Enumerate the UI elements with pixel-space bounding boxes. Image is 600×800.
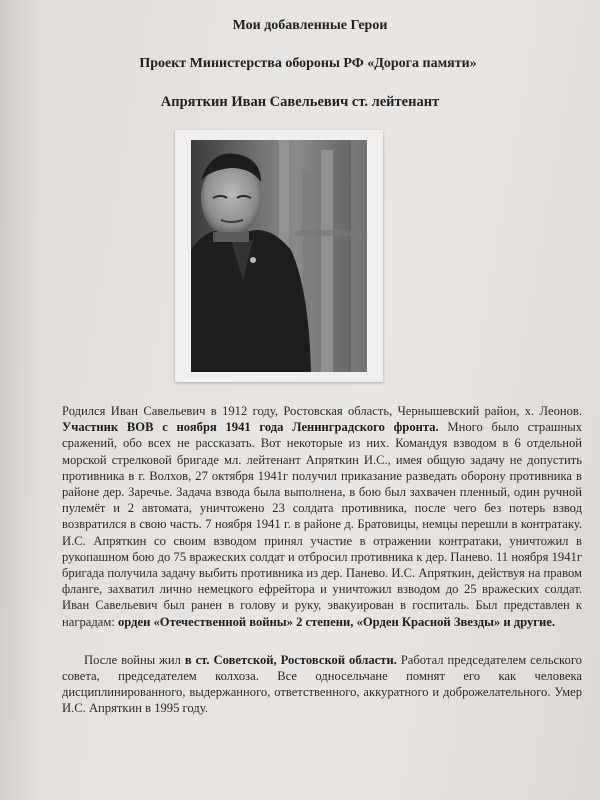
bio-bold-place: в ст. Советской, Ростовской области.: [184, 652, 397, 667]
biography-paragraph-2: [62, 652, 582, 717]
bio-text: Родился Иван Савельевич в 1912 году, Ростовская область, Чернышевский район, х. Леонов.: [62, 404, 582, 418]
bio-text: После войны жил: [84, 652, 185, 667]
bio-text: Много было страшных сражений, обо всех не рассказать. Вот некоторые из них. Командуя взводом в 6 отдельной морской стрелковой бригаде мл. лейтенант Апряткин И.С., имея общую задачу не допустить противника в г. Волхов, 27 октября 1941г получил приказание разведать оборону противника в районе дер. Заречье. Задача взвода была выполнена, в бою был захвачен пленный, один ручной пулемёт и 2 автомата, уничтожено 23 солдата противника, после чего без потерь взвод возвратился в свою часть. 7 ноября 1941 г. в районе д. Братовицы, немцы перешли в контратаку. И.С. Апряткин со своим взводом принял участие в отражении контратаки, уничтожил в рукопашном бою до 75 вражеских солдат и отбросил противника к дер. Панево. 11 ноября 1941г бригада получила задачу выбить противника из дер. Панево. И.С. Апряткин, действуя на правом фланге, захватил лично немецкого ефрейтора и уничтожил взводом до 25 вражеских солдат. Иван Савельевич был ранен в голову и руку, эвакуирован в госпиталь. Был представлен к наградам:: [62, 420, 582, 629]
bio-text: Работал председателем сельского совета, председателем колхоза. Все односельчане помнят его как человека дисциплинированного, выдержанного, ответственного, аккуратного и доброжелательного. Умер И.С. Апряткин в 1995 году.: [62, 652, 582, 716]
bio-bold-awards: орден «Отечественной войны» 2 степени, «Орден Красной Звезды» и другие.: [118, 614, 555, 629]
portrait-image: [191, 140, 367, 372]
bio-bold: Участник ВОВ с ноября 1941 года Ленинградского фронта.: [62, 420, 439, 435]
page-title: Мои добавленные Герои: [232, 18, 388, 33]
portrait-photo: [175, 130, 383, 382]
page-shadow: [0, 0, 40, 800]
person-heading: Апряткин Иван Савельевич ст. лейтенант: [160, 94, 440, 110]
project-title: Проект Министерства обороны РФ «Дорога памяти»: [139, 56, 477, 71]
biography-paragraph-1: [62, 403, 582, 630]
biography-text: [62, 403, 582, 717]
